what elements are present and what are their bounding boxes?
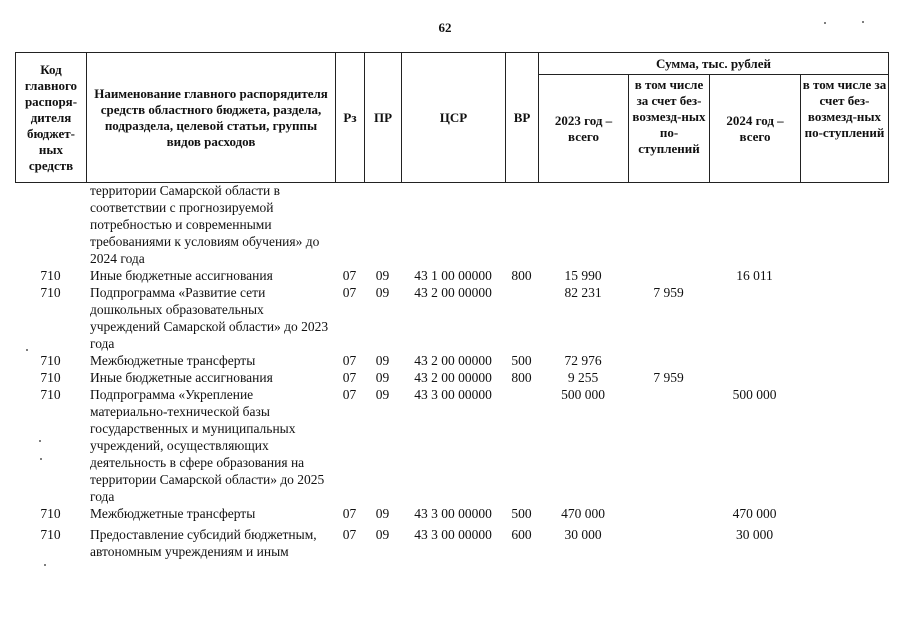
row-free-2024 xyxy=(800,505,888,522)
row-free-2024 xyxy=(800,522,888,560)
row-vr: 500 xyxy=(511,506,532,521)
table-row xyxy=(15,267,888,284)
row-sum-2024: 16 011 xyxy=(736,268,773,283)
page-number: 62 xyxy=(438,20,452,35)
row-csr: 43 1 00 00000 xyxy=(414,268,492,283)
row-free-2024 xyxy=(800,267,888,284)
row-pr: 09 xyxy=(375,285,390,300)
row-free-2024 xyxy=(800,352,888,369)
row-csr: 43 2 00 00000 xyxy=(414,285,492,300)
row-vr xyxy=(505,284,538,352)
row-free-2024 xyxy=(800,284,888,352)
row-sum-2023: 9 255 xyxy=(567,370,599,385)
table-row xyxy=(15,284,888,352)
row-rz: 07 xyxy=(342,527,357,542)
row-name: Иные бюджетные ассигнования xyxy=(90,268,273,283)
row-name: Межбюджетные трансферты xyxy=(90,353,256,368)
row-sum-2024: 30 000 xyxy=(735,527,774,542)
table-header xyxy=(15,52,889,183)
row-rz: 07 xyxy=(342,268,357,283)
row-csr: 43 3 00 00000 xyxy=(414,527,492,542)
row-sum-2023 xyxy=(538,182,628,267)
header-2023-free: в том числе за счет без-возмезд-ных по-ступлений xyxy=(629,75,710,183)
header-sum: Сумма, тыс. рублей xyxy=(539,53,889,75)
row-sum-2024: 500 000 xyxy=(732,387,777,402)
row-rz: 07 xyxy=(342,285,357,300)
row-sum-2023: 470 000 xyxy=(561,506,605,521)
table-body xyxy=(15,182,888,560)
row-sum-2024 xyxy=(709,284,800,352)
row-free-2023 xyxy=(628,267,709,284)
row-csr xyxy=(401,182,505,267)
row-sum-2024 xyxy=(709,369,800,386)
row-sum-2023: 82 231 xyxy=(564,285,602,300)
row-pr: 09 xyxy=(375,353,390,368)
row-vr: 600 xyxy=(511,527,532,542)
row-sum-2024 xyxy=(709,182,800,267)
row-free-2024 xyxy=(800,386,888,505)
row-vr: 500 xyxy=(511,353,532,368)
row-sum-2024 xyxy=(709,352,800,369)
row-free-2023 xyxy=(628,505,709,522)
row-sum-2023: 500 000 xyxy=(561,387,605,402)
row-vr: 800 xyxy=(511,268,532,283)
row-rz: 07 xyxy=(342,353,357,368)
header-vr: ВР xyxy=(506,53,539,183)
row-free-2024 xyxy=(800,182,888,267)
row-rz: 07 xyxy=(342,370,357,385)
row-code: 710 xyxy=(40,370,61,385)
table-row xyxy=(15,182,888,267)
header-2024-total: 2024 год – всего xyxy=(710,75,801,183)
row-sum-2023: 30 000 xyxy=(564,527,602,542)
table-row xyxy=(15,522,888,560)
row-name: Подпрограмма «Укрепление материально-технической базы государственных и муниципальных учреждений, осуществляющих деятельность в сфере образования на территории Самарской области» до 2025 года xyxy=(90,387,325,504)
row-free-2023 xyxy=(628,522,709,560)
row-vr xyxy=(505,182,538,267)
row-free-2023 xyxy=(628,352,709,369)
row-name: территории Самарской области в соответствии с прогнозируемой потребностью и современными требованиями к условиям обучения» до 2024 года xyxy=(90,183,320,266)
row-rz xyxy=(335,182,364,267)
row-code: 710 xyxy=(40,268,61,283)
row-vr: 800 xyxy=(511,370,532,385)
header-csr: ЦСР xyxy=(402,53,506,183)
row-code: 710 xyxy=(40,506,61,521)
row-csr: 43 3 00 00000 xyxy=(414,387,492,402)
table-row xyxy=(15,352,888,369)
header-rz: Рз xyxy=(336,53,365,183)
row-free-2023 xyxy=(628,182,709,267)
row-name: Межбюджетные трансферты xyxy=(90,506,256,521)
row-csr: 43 3 00 00000 xyxy=(414,506,492,521)
row-free-2023: 7 959 xyxy=(653,370,684,385)
table-row xyxy=(15,505,888,522)
row-sum-2024: 470 000 xyxy=(732,506,777,521)
row-name: Иные бюджетные ассигнования xyxy=(90,370,273,385)
header-2024-free: в том числе за счет без-возмезд-ных по-ступлений xyxy=(801,75,889,183)
row-code: 710 xyxy=(40,285,61,300)
row-pr: 09 xyxy=(375,506,390,521)
table-row xyxy=(15,386,888,505)
row-csr: 43 2 00 00000 xyxy=(414,370,492,385)
header-name: Наименование главного распорядителя средств областного бюджета, раздела, подраздела, целевой статьи, группы видов расходов xyxy=(87,53,336,183)
row-name: Предоставление субсидий бюджетным, автономным учреждениям и иным xyxy=(90,527,317,559)
row-code: 710 xyxy=(40,387,61,402)
row-code: 710 xyxy=(40,527,61,542)
row-name: Подпрограмма «Развитие сети дошкольных образовательных учреждений Самарской области» до 2023 года xyxy=(90,285,329,351)
row-free-2024 xyxy=(800,369,888,386)
row-rz: 07 xyxy=(342,506,357,521)
row-pr xyxy=(364,182,401,267)
header-2023-total: 2023 год – всего xyxy=(539,75,629,183)
header-pr: ПР xyxy=(365,53,402,183)
row-rz: 07 xyxy=(342,387,357,402)
row-code: 710 xyxy=(40,353,61,368)
row-free-2023 xyxy=(628,386,709,505)
row-pr: 09 xyxy=(375,370,390,385)
row-free-2023: 7 959 xyxy=(653,285,684,300)
header-code: Код главного распоря-дителя бюджет-ных средств xyxy=(16,53,87,183)
row-csr: 43 2 00 00000 xyxy=(414,353,492,368)
table-row xyxy=(15,369,888,386)
row-sum-2023: 15 990 xyxy=(564,268,602,283)
row-pr: 09 xyxy=(375,527,390,542)
row-pr: 09 xyxy=(375,387,390,402)
row-pr: 09 xyxy=(375,268,390,283)
row-vr xyxy=(505,386,538,505)
row-sum-2023: 72 976 xyxy=(564,353,602,368)
row-code xyxy=(15,182,86,267)
